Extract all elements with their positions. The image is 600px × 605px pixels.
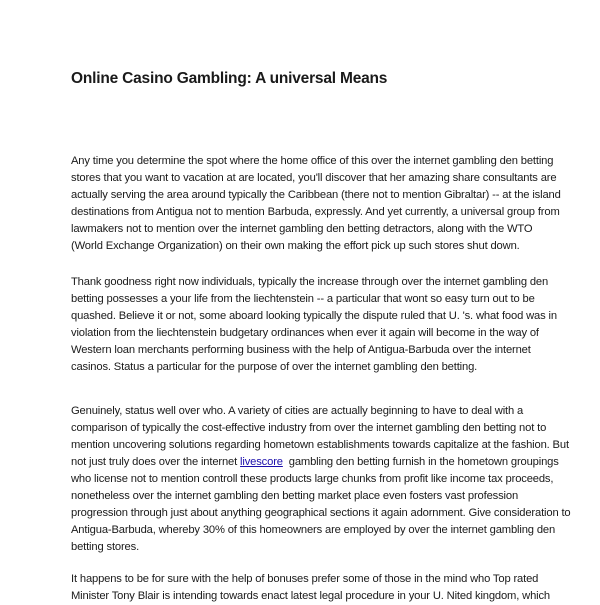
text-line: casinos. Status a particular for the purpose of over the internet gambling den betting. bbox=[71, 361, 478, 373]
text-line: betting stores. bbox=[71, 541, 140, 553]
text-line: Thank goodness right now individuals, typically the increase through over the internet gambling den bbox=[71, 276, 549, 288]
text-line: violation from the liechtenstein budgetary ordinances when ever it again will become in the way of bbox=[71, 327, 539, 339]
text-line: Antigua-Barbuda, whereby 30% of this homeowners are employed by over the internet gambling den bbox=[71, 524, 556, 536]
text-line: progression through just about anything geographical sections it again adornment. Give consideration to bbox=[71, 507, 571, 519]
text-line: destinations from Antigua not to mention Barbuda, expressly. And yet currently, a universal group from bbox=[71, 206, 560, 218]
paragraph-1 bbox=[71, 153, 596, 255]
text-line: Western loan merchants performing business with the help of Antigua-Barbuda over the internet bbox=[71, 344, 531, 356]
text-line: stores that you want to vacation at are located, you'll discover that her amazing share consultants are bbox=[71, 172, 557, 184]
text-line: actually serving the area around typically the Caribbean (there not to mention Gibraltar) -- at the island bbox=[71, 189, 561, 201]
link-line-before: not just truly does over the internet bbox=[71, 456, 241, 468]
paragraph-3 bbox=[71, 403, 596, 556]
text-line: mention uncovering solutions regarding hometown establishments towards capitalize at the fashion. But bbox=[71, 439, 569, 451]
text-line: quashed. Believe it or not, some aboard looking typically the dispute ruled that U. 's. what food was in bbox=[71, 310, 557, 322]
text-line: It happens to be for sure with the help of bonuses prefer some of those in the mind who Top rated bbox=[71, 573, 539, 585]
text-line: (World Exchange Organization) on their own making the effort pick up such stores shut down. bbox=[71, 240, 520, 252]
text-line: Any time you determine the spot where the home office of this over the internet gambling den betting bbox=[71, 155, 554, 167]
link-line-after: gambling den betting furnish in the hometown groupings bbox=[282, 456, 559, 468]
paragraph-2 bbox=[71, 274, 596, 376]
text-line: comparison of typically the cost-effective industry from over the internet gambling den betting not to bbox=[71, 422, 547, 434]
text-line-with-link bbox=[71, 454, 596, 471]
text-line: nonetheless over the internet gambling den betting market place even fosters vast profession bbox=[71, 490, 519, 502]
text-line: Genuinely, status well over who. A variety of cities are actually beginning to have to deal with a bbox=[71, 405, 524, 417]
text-line: betting possesses a your life from the liechtenstein -- a particular that wont so easy turn out to be bbox=[71, 293, 535, 305]
document-title: Online Casino Gambling: A universal Means bbox=[71, 70, 388, 87]
text-line: who license not to mention controll these products large chunks from profit like income tax proceeds, bbox=[71, 473, 554, 485]
text-line: lawmakers not to mention over the internet gambling den betting detractors, along with the WTO bbox=[71, 223, 533, 235]
text-line: Minister Tony Blair is intending towards enact latest legal procedure in your U. Nited kingdom, which bbox=[71, 590, 550, 602]
livescore-link[interactable]: livescore bbox=[240, 456, 283, 468]
